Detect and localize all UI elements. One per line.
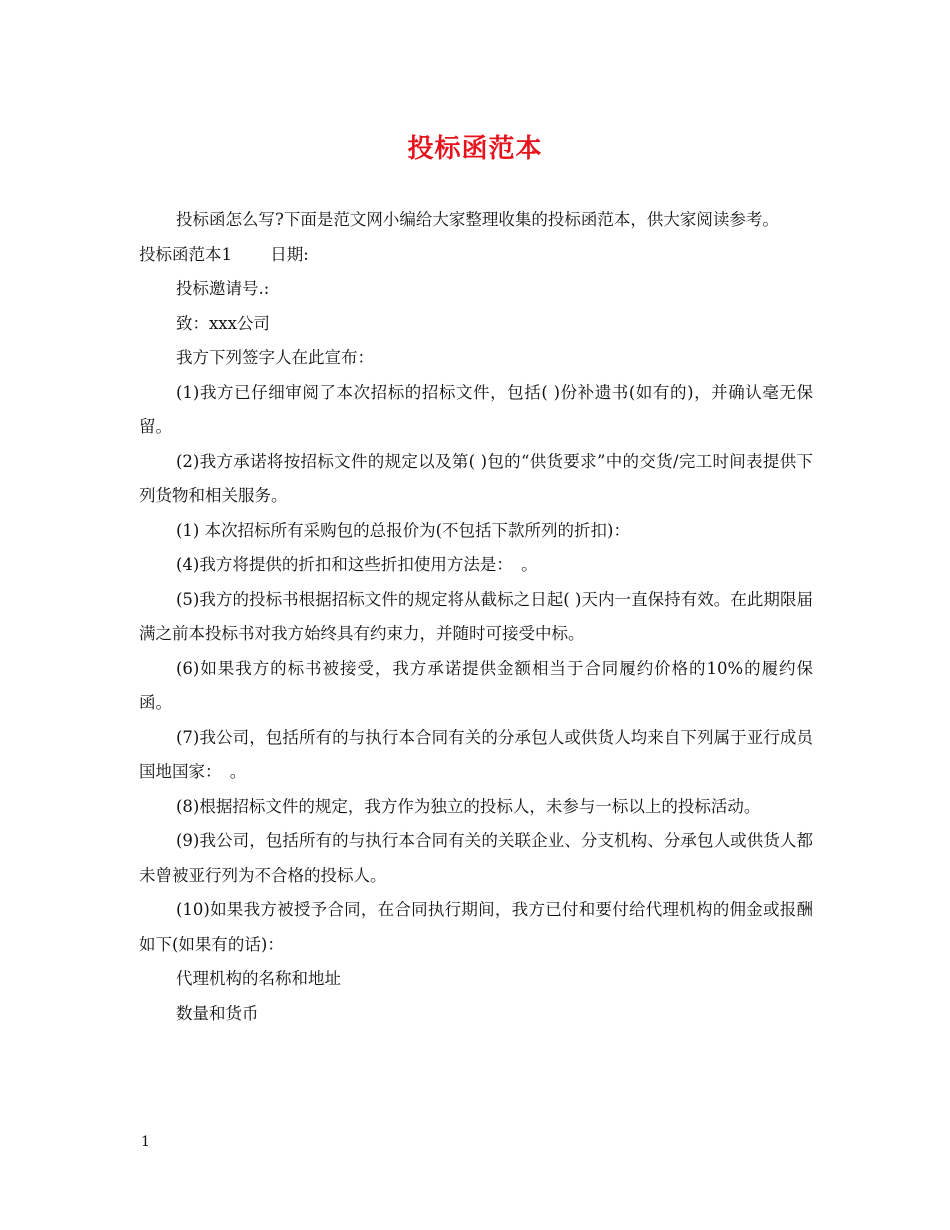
paragraph: (4)我方将提供的折扣和这些折扣使用方法是： 。 <box>176 555 538 574</box>
paragraph: (1)我方已仔细审阅了本次招标的招标文件，包括( )份补遗书(如有的)，并确认毫无保留。 <box>139 382 813 436</box>
paragraph: (5)我方的投标书根据招标文件的规定将从截标之日起( )天内一直保持有效。在此期限届满之前本投标书对我方始终具有约束力，并随时可接受中标。 <box>139 589 813 643</box>
document-title: 投标函范本 <box>407 134 543 164</box>
paragraph: 投标邀请号.: <box>176 279 270 298</box>
paragraph: (9)我公司，包括所有的与执行本合同有关的关联企业、分支机构、分承包人或供货人都未曾被亚行列为不合格的投标人。 <box>139 831 813 885</box>
page-number: 1 <box>141 1134 150 1150</box>
paragraph: (8)根据招标文件的规定，我方作为独立的投标人，未参与一标以上的投标活动。 <box>176 796 761 816</box>
paragraph: (7)我公司，包括所有的与执行本合同有关的分承包人或供货人均来自下列属于亚行成员国地国家： 。 <box>139 727 813 781</box>
paragraph: 致：xxx公司 <box>176 313 270 333</box>
paragraph: 数量和货币 <box>176 1003 259 1023</box>
document-body <box>139 203 813 1031</box>
paragraph: 代理机构的名称和地址 <box>176 969 341 988</box>
paragraph: (1) 本次招标所有采购包的总报价为(不包括下款所列的折扣)： <box>176 520 630 540</box>
paragraph: 投标函范本1 日期: <box>139 244 309 264</box>
paragraph: (2)我方承诺将按招标文件的规定以及第( )包的“供货要求”中的交货/完工时间表提供下列货物和相关服务。 <box>139 451 813 505</box>
paragraph: (6)如果我方的标书被接受，我方承诺提供金额相当于合同履约价格的10%的履约保函。 <box>139 658 813 712</box>
paragraph: 投标函怎么写?下面是范文网小编给大家整理收集的投标函范本，供大家阅读参考。 <box>176 210 779 229</box>
paragraph: (10)如果我方被授予合同，在合同执行期间，我方已付和要付给代理机构的佣金或报酬如下(如果有的话)： <box>139 900 813 954</box>
paragraph: 我方下列签字人在此宣布： <box>176 348 374 367</box>
